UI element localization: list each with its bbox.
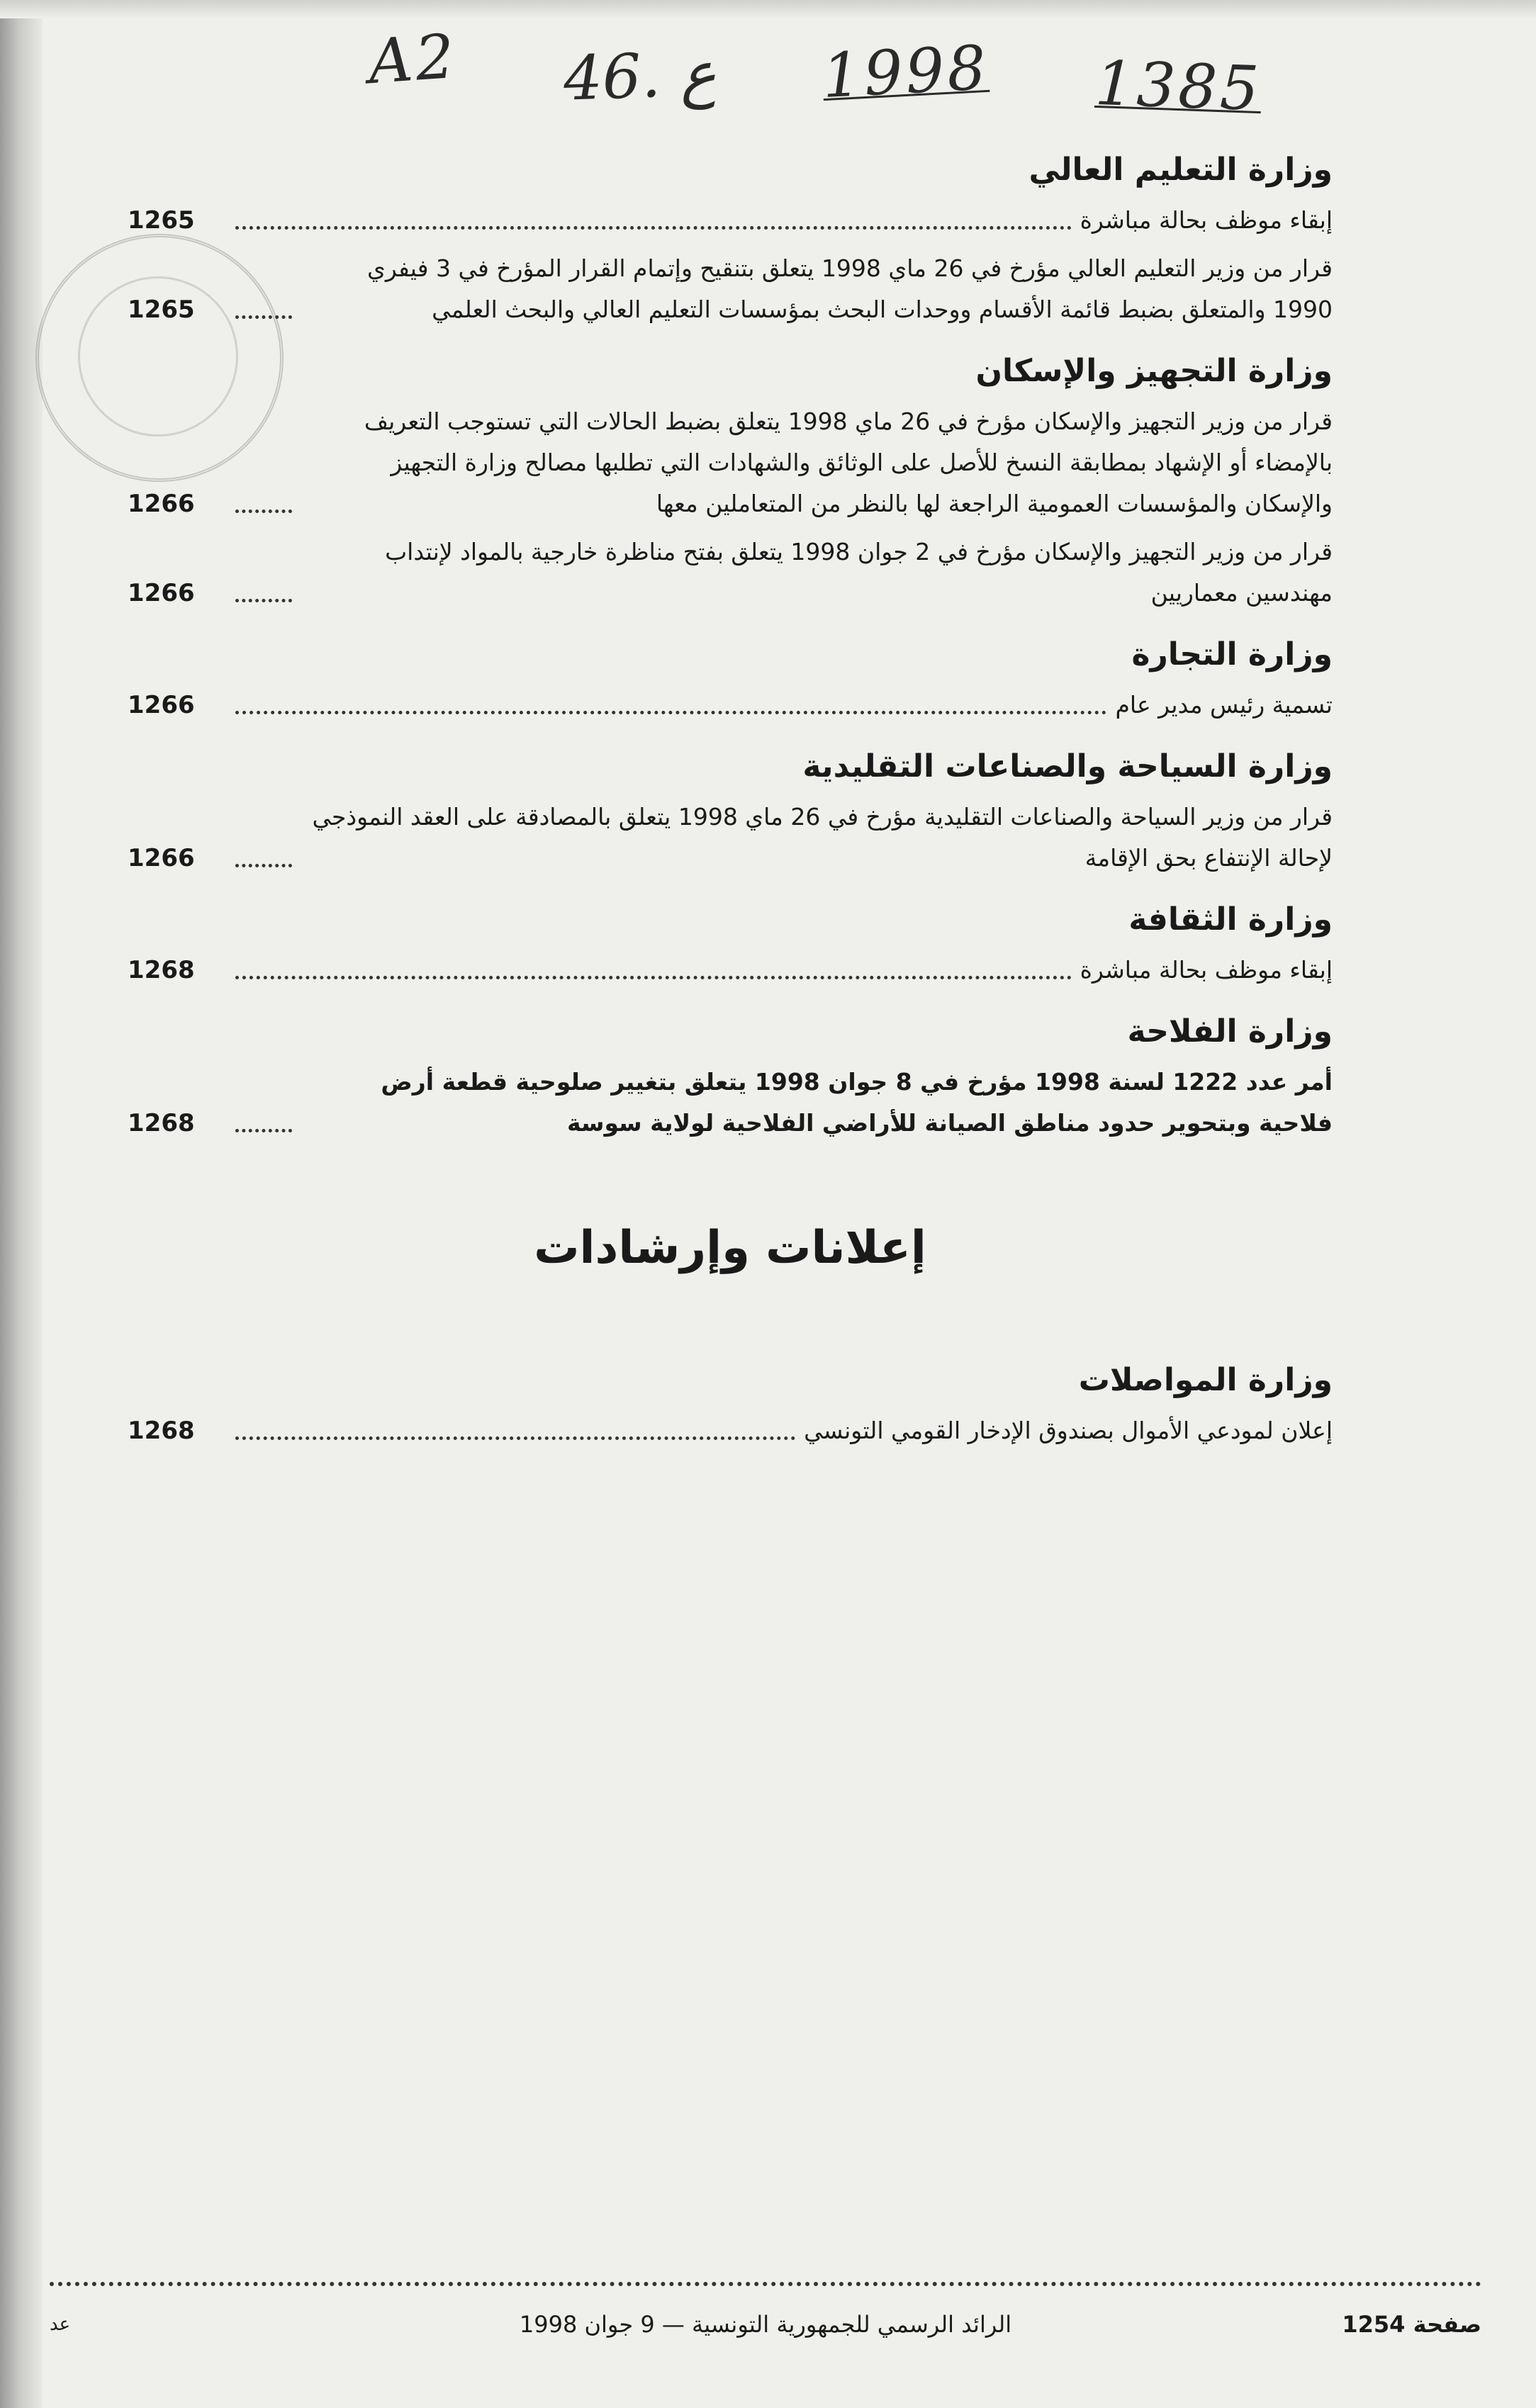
page-number: 1266 [128,844,195,872]
leader-dots [235,711,1106,714]
toc-entry[interactable] [128,1410,1333,1451]
entry-text: تسمية رئيس مدير عام [1115,691,1333,719]
table-of-contents [128,149,1333,1471]
page-number: 1268 [128,1109,195,1137]
handwritten-year: 1998 [820,32,991,113]
ministry-heading: وزارة التعليم العالي [1028,152,1333,188]
toc-entry[interactable] [128,200,1333,241]
handwritten-ref: 46. ع [562,38,717,115]
ministry-heading: وزارة التجارة [1131,636,1333,673]
footer-journal: الرائد الرسمي للجمهورية التونسية — 9 جوان 1998 [519,2311,1012,2338]
page-footer [50,2303,1481,2346]
section-agriculture [128,1011,1333,1144]
page-number: 1266 [128,691,195,719]
scan-top-edge [0,0,1536,18]
leader-dots [235,976,1072,979]
section-tourism-crafts [128,746,1333,879]
leader-dots [235,864,292,867]
footer-rule [50,2282,1481,2286]
handwritten-code: A2 [366,21,460,99]
entry-text: إبقاء موظف بحالة مباشرة [1080,206,1333,234]
handwritten-annotation [366,20,1263,125]
entry-text: إعلان لمودعي الأموال بصندوق الإدخار القومي التونسي [804,1417,1333,1444]
section-culture [128,899,1333,991]
section-commerce [128,634,1333,726]
ministry-heading: وزارة السياحة والصناعات التقليدية [802,748,1333,784]
toc-entry[interactable] [128,531,1333,614]
leader-dots [235,1129,292,1132]
handwritten-number: 1385 [1094,47,1263,125]
leader-dots [235,510,292,513]
ministry-heading: وزارة الفلاحة [1127,1013,1333,1050]
entry-text: قرار من وزير التعليم العالي مؤرخ في 26 ماي 1998 يتعلق بتنقيح وإتمام القرار المؤرخ في 3 فيفري 1990 والمتعلق بضبط قائمة الأقسام ووحدات البحث بمؤسسات التعليم العالي والبحث العلمي [367,254,1333,323]
ministry-heading: وزارة الثقافة [1128,901,1333,938]
leader-dots [235,1436,795,1440]
entry-text: قرار من وزير التجهيز والإسكان مؤرخ في 26 ماي 1998 يتعلق بضبط الحالات التي تستوجب التعريف بالإمضاء أو الإشهاد بمطابقة النسخ للأصل على الوثائق والشهادات التي تطلبها مصالح وزارة التجهيز والإسكان والمؤسسات العمومية الراجعة لها بالنظر من المتعاملين معها [364,407,1333,517]
page-number: 1268 [128,956,195,984]
leader-dots [235,599,292,602]
toc-entry[interactable] [128,685,1333,726]
announcements-title: إعلانات وإرشادات [534,1222,926,1274]
leader-dots [235,226,1072,230]
entry-text: إبقاء موظف بحالة مباشرة [1080,956,1333,984]
toc-entry[interactable] [128,248,1333,330]
toc-entry[interactable] [128,1062,1333,1144]
ministry-heading: وزارة المواصلات [1078,1362,1333,1398]
footer-page-label: صفحة 1254 [1342,2311,1481,2338]
page-number: 1265 [128,206,195,235]
entry-text: قرار من وزير السياحة والصناعات التقليدية مؤرخ في 26 ماي 1998 يتعلق بالمصادقة على العقد النموذجي لإحالة الإنتفاع بحق الإقامة [312,803,1333,872]
entry-text: أمر عدد 1222 لسنة 1998 مؤرخ في 8 جوان 1998 يتعلق بتغيير صلوحية قطعة أرض فلاحية وبتحوير حدود مناطق الصيانة للأراضي الفلاحية لولاية سوسة [381,1068,1333,1137]
section-equipment-housing [128,350,1333,614]
toc-entry[interactable] [128,797,1333,879]
page-number: 1265 [128,296,195,324]
toc-entry[interactable] [128,401,1333,524]
leader-dots [235,315,292,319]
toc-entry[interactable] [128,950,1333,991]
page-number: 1268 [128,1417,195,1445]
ministry-heading: وزارة التجهيز والإسكان [975,353,1333,389]
footer-edge-text: عد [50,2314,71,2335]
page-number: 1266 [128,579,195,607]
section-higher-education [128,149,1333,330]
entry-text: قرار من وزير التجهيز والإسكان مؤرخ في 2 جوان 1998 يتعلق بفتح مناظرة خارجية بالمواد لإنتداب مهندسين معماريين [385,538,1333,607]
section-transport [128,1359,1333,1451]
page-number: 1266 [128,490,195,518]
